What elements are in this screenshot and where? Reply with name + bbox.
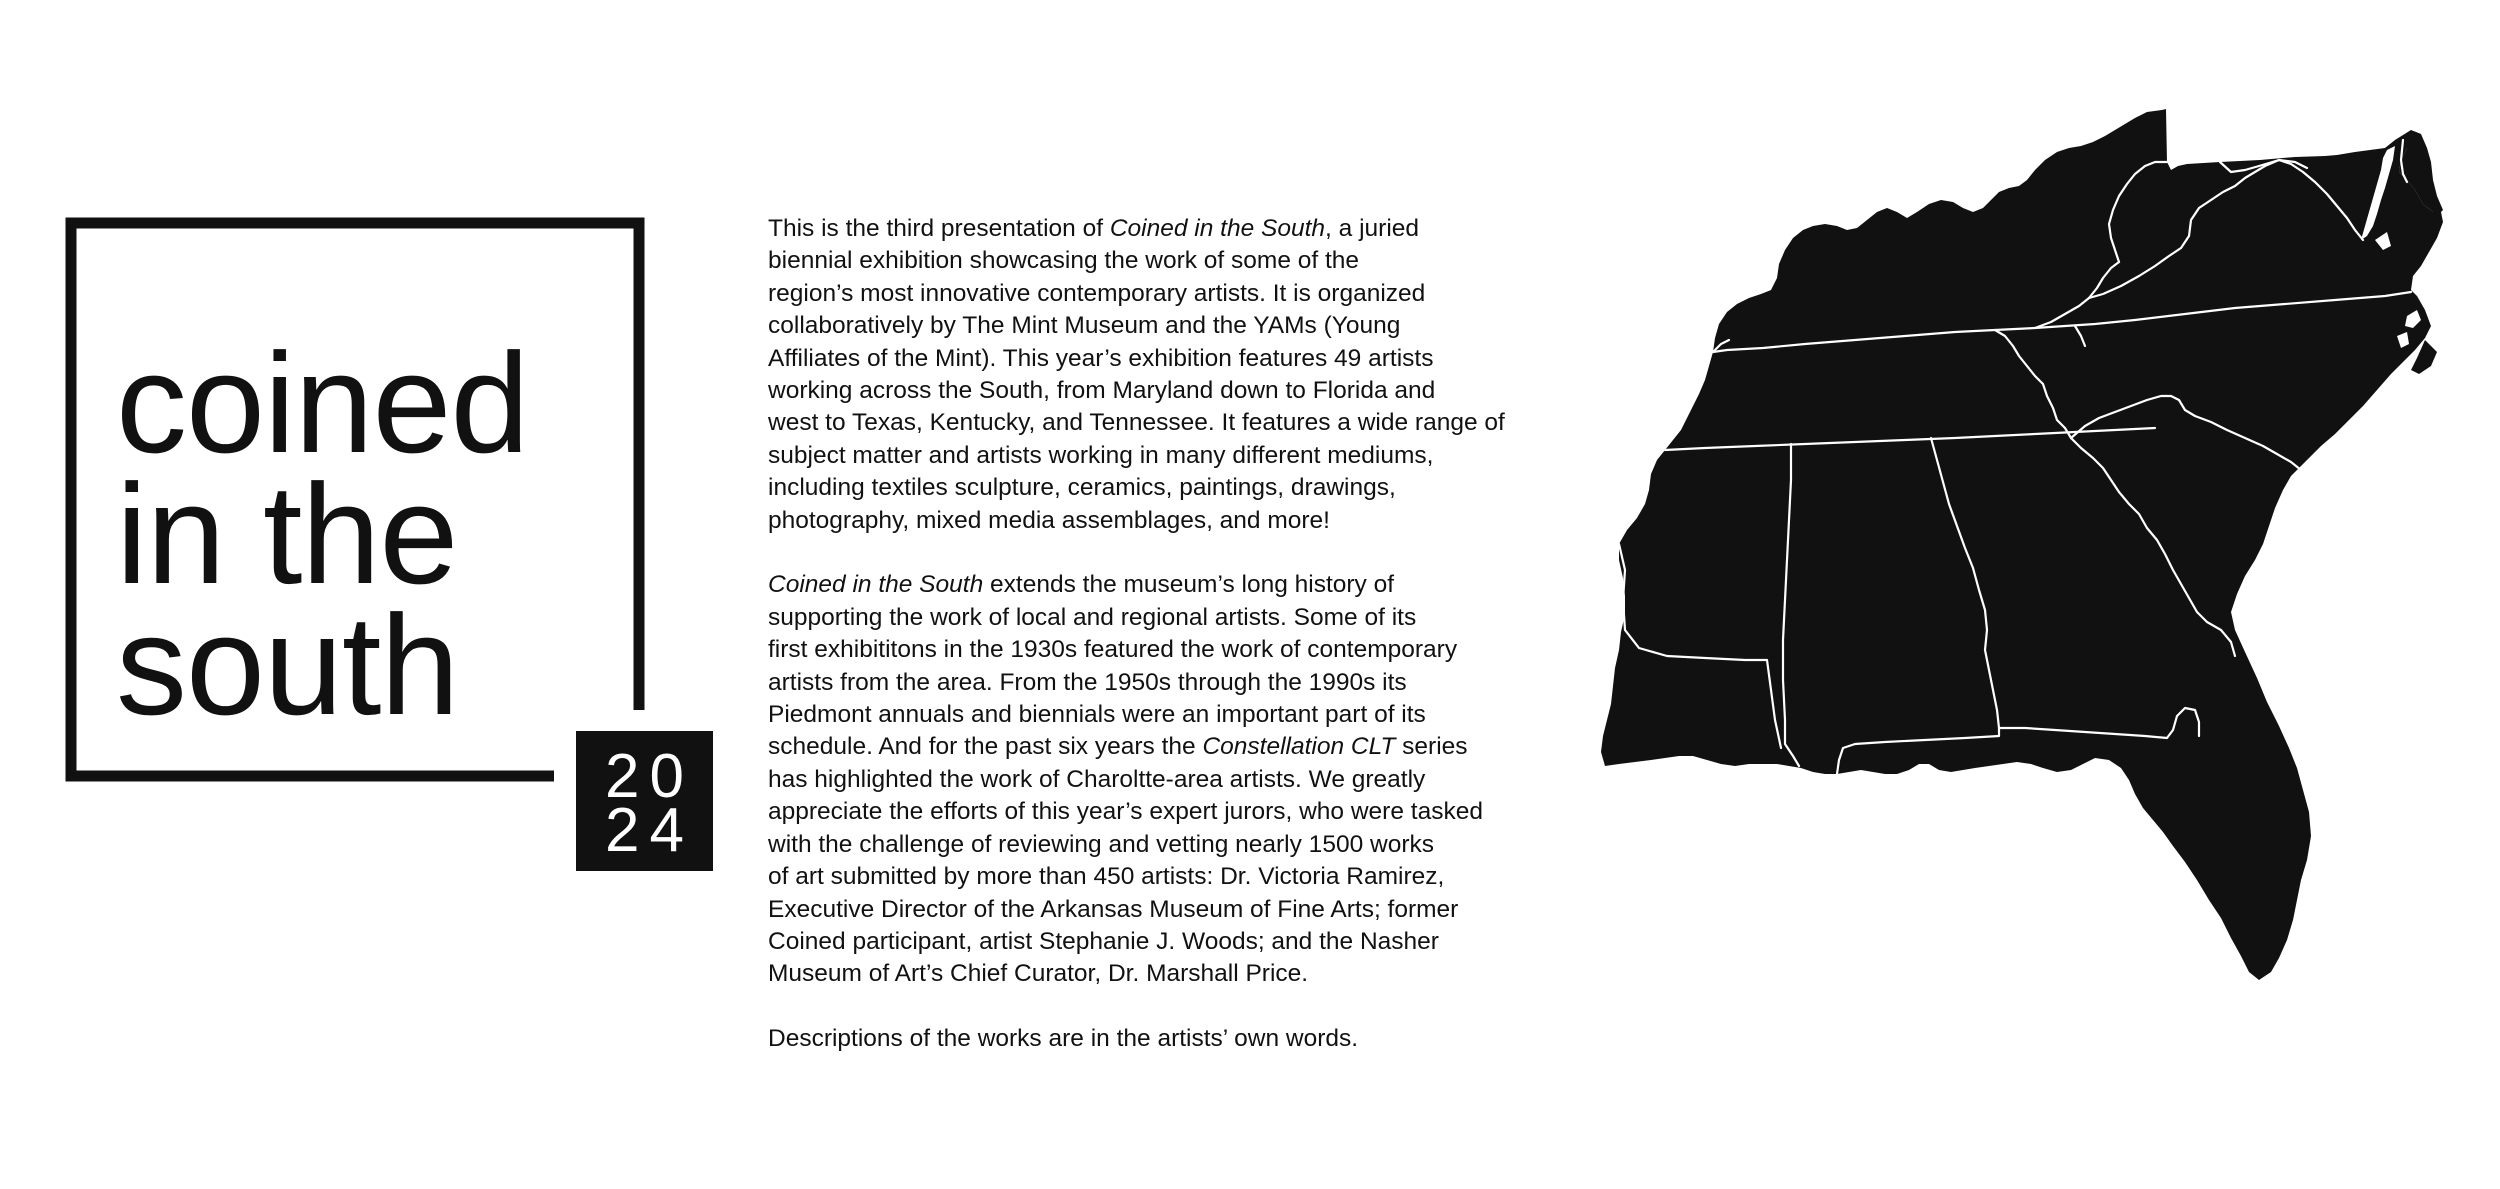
text-line: Piedmont annuals and biennials were an important part of its (768, 701, 1426, 729)
text-line: collaboratively by The Mint Museum and the YAMs (Young (768, 312, 1401, 340)
intro-text (768, 213, 1568, 1056)
text-line: Executive Director of the Arkansas Museum of Fine Arts; former (768, 895, 1459, 923)
year-badge-line-1: 20 (605, 742, 694, 811)
text-line: photography, mixed media assemblages, and more! (768, 506, 1330, 534)
text-line: including textiles sculpture, ceramics, paintings, drawings, (768, 474, 1396, 502)
logo-title (116, 324, 529, 745)
text-line: Descriptions of the works are in the artists’ own words. (768, 1025, 1359, 1053)
text-line: Museum of Art’s Chief Curator, Dr. Marshall Price. (768, 960, 1309, 988)
text-line: has highlighted the work of Charoltte-area artists. We greatly (768, 765, 1426, 793)
exhibition-logo (0, 0, 720, 900)
exhibition-title-italic: Coined in the South (1109, 215, 1326, 242)
text-line: with the challenge of reviewing and vetting nearly 1500 works (768, 830, 1434, 858)
text-line: Affiliates of the Mint). This year’s exhibition features 49 artists (768, 344, 1434, 372)
text-line: of art submitted by more than 450 artists: Dr. Victoria Ramirez, (768, 863, 1445, 891)
text-line: biennial exhibition showcasing the work of some of the (768, 247, 1360, 275)
logo-title-line-2: in the (116, 455, 458, 614)
text-line: artists from the area. From the 1950s through the 1990s its (768, 668, 1407, 696)
text-line (768, 569, 1568, 601)
text-line: region’s most innovative contemporary artists. It is organized (768, 279, 1426, 307)
text-line (768, 731, 1568, 763)
text-line: Coined participant, artist Stephanie J. Woods; and the Nasher (768, 927, 1439, 955)
intro-paragraph-1 (768, 213, 1568, 537)
text-line: first exhibititons in the 1930s featured the work of contemporary (768, 636, 1458, 664)
text-run: , a juried (1325, 215, 1420, 242)
text-line: working across the South, from Maryland down to Florida and (768, 377, 1436, 405)
text-run: extends the museum’s long history of (983, 571, 1395, 599)
text-run: schedule. And for the past six years the (768, 733, 1203, 761)
series-title-italic: Constellation CLT (1202, 733, 1396, 761)
text-run: series (1395, 733, 1468, 761)
text-run: This is the third presentation of (768, 215, 1110, 242)
text-line: west to Texas, Kentucky, and Tennessee. It features a wide range of (768, 409, 1505, 437)
text-line (768, 213, 1568, 245)
southeast-us-map (1595, 100, 2455, 1110)
text-line: appreciate the efforts of this year’s expert jurors, who were tasked (768, 798, 1483, 826)
text-line: supporting the work of local and regional artists. Some of its (768, 603, 1417, 631)
year-badge-line-2: 24 (605, 796, 694, 865)
map-landmass (1601, 109, 2443, 980)
logo-title-line-3: south (116, 586, 459, 745)
intro-paragraph-2 (768, 569, 1568, 990)
southeast-map-svg (1595, 100, 2455, 1110)
intro-paragraph-3 (768, 1023, 1568, 1055)
text-line: subject matter and artists working in many different mediums, (768, 441, 1434, 469)
exhibition-title-italic: Coined in the South (768, 571, 984, 599)
year-badge (576, 731, 713, 871)
logo-title-line-1: coined (116, 324, 529, 483)
